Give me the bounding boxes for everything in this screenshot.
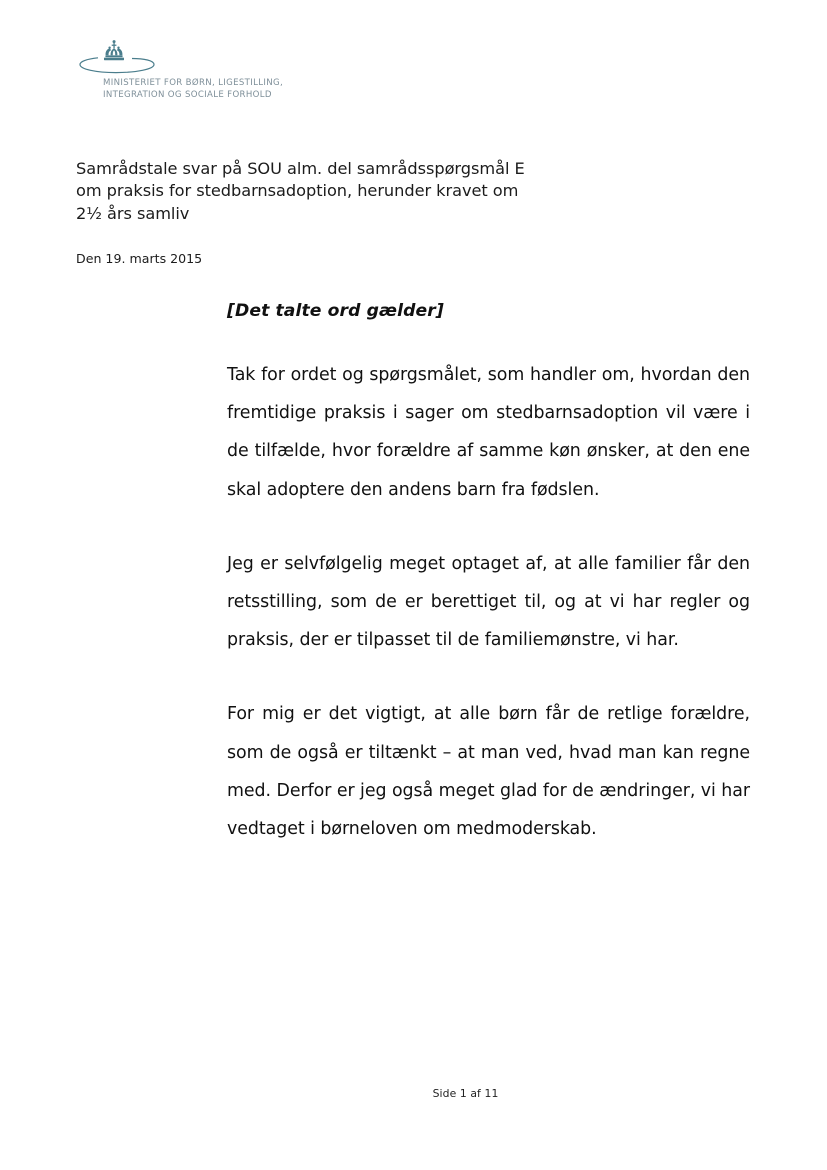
ministry-name-line-2: INTEGRATION OG SOCIALE FORHOLD (103, 90, 272, 101)
ministry-name (103, 77, 412, 102)
page-title-line-2: om praksis for stedbarnsadoption, herunder kravet om (76, 181, 519, 201)
page-title-line-3: 2½ års samliv (76, 203, 190, 223)
body-paragraph: Jeg er selvfølgelig meget optaget af, at alle familier får den retsstilling, som de er berettiget til, og at vi har regler og praksis, der er tilpasset til de familiemønstre, vi har. (227, 553, 750, 651)
page-title-line-1: Samrådstale svar på SOU alm. del samrådsspørgsmål E (76, 159, 525, 178)
page-title (76, 158, 686, 225)
document-date: Den 19. marts 2015 (76, 251, 203, 266)
crown-and-ellipse-svg (74, 34, 170, 76)
body-paragraph: For mig er det vigtigt, at alle børn får de retlige forældre, som de også er tiltænkt – at man ved, hvad man kan regne med. Derfor er jeg også meget glad for de ændringer, vi har vedtaget i børneloven om medmoderskab. (227, 704, 750, 840)
speech-heading: [Det talte ord gælder] (227, 301, 444, 321)
page-footer (0, 1087, 827, 1100)
document-body (227, 299, 750, 848)
body-paragraph: Tak for ordet og spørgsmålet, som handler om, hvordan den fremtidige praksis i sager om stedbarnsadoption vil være i de tilfælde, hvor forældre af samme køn ønsker, at den ene skal adoptere den andens barn fra fødslen. (227, 365, 750, 500)
danish-crown-logo-icon (74, 34, 170, 76)
ministry-name-line-1: MINISTERIET FOR BØRN, LIGESTILLING, (103, 78, 284, 88)
letterhead (72, 34, 412, 102)
page-number-label: Side 1 af 11 (432, 1087, 499, 1100)
